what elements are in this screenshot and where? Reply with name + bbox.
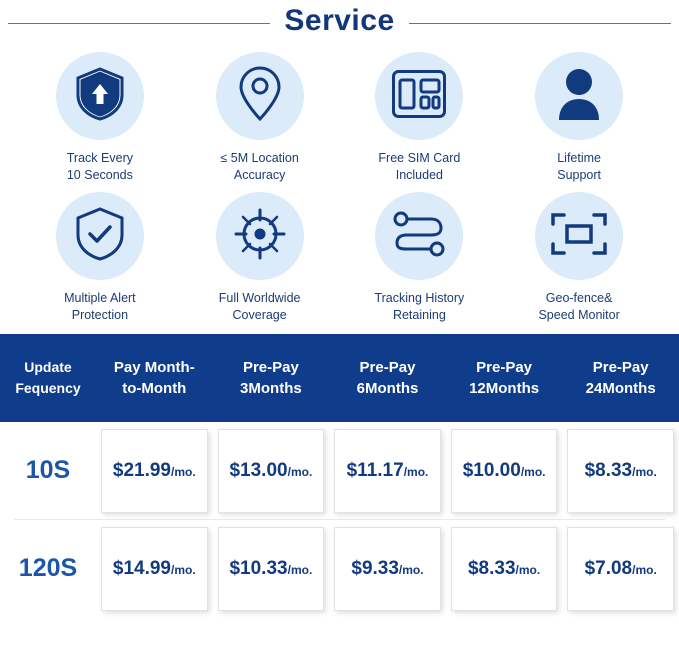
- feature-label: [219, 290, 301, 324]
- price-cell: [329, 520, 446, 617]
- shield-arrow-up-icon: [74, 66, 126, 127]
- price-unit: /mo.: [171, 464, 196, 479]
- price-value: $21.99/mo.: [112, 459, 196, 481]
- feature-item: [180, 192, 340, 324]
- price-card: [334, 527, 441, 611]
- route-history-icon: [391, 210, 447, 263]
- price-value: $9.33/mo.: [351, 557, 424, 579]
- price-value: $11.17/mo.: [346, 459, 429, 481]
- column-header-update-frequency: Update Fequency: [15, 359, 81, 396]
- price-unit: /mo.: [520, 464, 546, 479]
- price-cell: [562, 520, 679, 617]
- price-card: [451, 429, 558, 513]
- feature-label-line2: 10 Seconds: [66, 168, 133, 182]
- feature-icon-badge: [56, 192, 144, 280]
- feature-icon-badge: [535, 52, 623, 140]
- column-header-prepay-24months: Pre-Pay 24Months: [585, 359, 656, 397]
- feature-label-line1: Free SIM Card: [378, 151, 461, 165]
- feature-label-line2: Speed Monitor: [538, 308, 620, 322]
- feature-label: [378, 150, 460, 184]
- page-header: [0, 0, 679, 42]
- price-value: $8.33/mo.: [467, 557, 541, 579]
- feature-label-line2: Included: [395, 168, 443, 182]
- column-header-prepay-3months: Pre-Pay 3Months: [240, 359, 302, 397]
- price-value: $10.33/mo.: [229, 557, 313, 579]
- feature-icon-badge: [535, 192, 623, 280]
- price-card: [218, 527, 325, 611]
- price-value: $14.99/mo.: [112, 557, 196, 579]
- feature-icon-badge: [216, 52, 304, 140]
- feature-item: [180, 52, 340, 184]
- feature-label-line1: Tracking History: [374, 291, 465, 305]
- header-rule-right: [409, 23, 671, 24]
- pricing-table-header-row: [0, 334, 679, 422]
- price-card: [101, 527, 208, 611]
- feature-item: [499, 192, 659, 324]
- feature-label: [220, 150, 298, 184]
- price-unit: /mo.: [287, 562, 313, 577]
- price-value: $13.00/mo.: [229, 459, 313, 481]
- feature-item: [20, 52, 180, 184]
- price-value: $8.33/mo.: [584, 459, 657, 481]
- price-unit: /mo.: [398, 562, 424, 577]
- price-unit: /mo.: [515, 562, 541, 577]
- feature-label: [557, 150, 601, 184]
- feature-label: [64, 290, 136, 324]
- feature-label-line1: Track Every: [66, 151, 133, 165]
- price-card: [567, 429, 674, 513]
- feature-label-line2: Protection: [71, 308, 129, 322]
- price-card: [334, 429, 441, 513]
- price-value: $7.08/mo.: [584, 557, 657, 579]
- feature-item: [340, 52, 500, 184]
- column-header-prepay-6months: Pre-Pay 6Months: [356, 359, 419, 397]
- person-icon: [555, 66, 603, 127]
- page-title: Service: [284, 4, 395, 37]
- shield-check-icon: [74, 206, 126, 267]
- header-rule-left: [8, 23, 270, 24]
- price-cell: [96, 520, 213, 617]
- table-row: [0, 422, 679, 519]
- row-label-10s: 10S: [25, 456, 71, 484]
- feature-label: [67, 150, 133, 184]
- price-unit: /mo.: [632, 464, 657, 479]
- feature-icon-badge: [216, 192, 304, 280]
- feature-item: [340, 192, 500, 324]
- feature-icon-badge: [375, 52, 463, 140]
- feature-label-line1: Multiple Alert: [64, 291, 136, 305]
- price-value: $10.00/mo.: [462, 459, 546, 481]
- price-unit: /mo.: [403, 464, 429, 479]
- price-card: [101, 429, 208, 513]
- table-row: [0, 520, 679, 617]
- price-cell: [213, 422, 330, 519]
- feature-label-line2: Support: [557, 168, 602, 182]
- column-header-pay-monthly: Pay Month- to-Month: [113, 359, 195, 397]
- price-unit: /mo.: [632, 562, 657, 577]
- feature-icon-badge: [375, 192, 463, 280]
- price-cell: [562, 422, 679, 519]
- feature-label-line1: ≤ 5M Location: [220, 151, 299, 165]
- feature-label-line1: Lifetime: [557, 151, 602, 165]
- price-cell: [213, 520, 330, 617]
- feature-label-line2: Retaining: [392, 308, 446, 322]
- sim-card-icon: [391, 69, 447, 124]
- column-header-prepay-12months: Pre-Pay 12Months: [469, 359, 540, 397]
- pricing-table: [0, 334, 679, 617]
- feature-label-line1: Geo-fence&: [545, 291, 613, 305]
- price-cell: [446, 520, 563, 617]
- feature-item: [20, 192, 180, 324]
- price-card: [567, 527, 674, 611]
- price-cell: [329, 422, 446, 519]
- feature-item: [499, 52, 659, 184]
- price-unit: /mo.: [287, 464, 313, 479]
- price-card: [218, 429, 325, 513]
- price-cell: [96, 422, 213, 519]
- feature-icon-badge: [56, 52, 144, 140]
- price-unit: /mo.: [171, 562, 196, 577]
- price-cell: [446, 422, 563, 519]
- feature-label: [374, 290, 464, 324]
- feature-grid: [0, 42, 679, 328]
- feature-label: [538, 290, 619, 324]
- map-pin-icon: [237, 65, 283, 128]
- feature-label-line2: Accuracy: [233, 168, 286, 182]
- geofence-icon: [550, 212, 608, 261]
- feature-label-line2: Coverage: [232, 308, 287, 322]
- globe-target-icon: [232, 206, 288, 267]
- row-label-120s: 120S: [18, 554, 78, 582]
- price-card: [451, 527, 558, 611]
- feature-label-line1: Full Worldwide: [218, 291, 301, 305]
